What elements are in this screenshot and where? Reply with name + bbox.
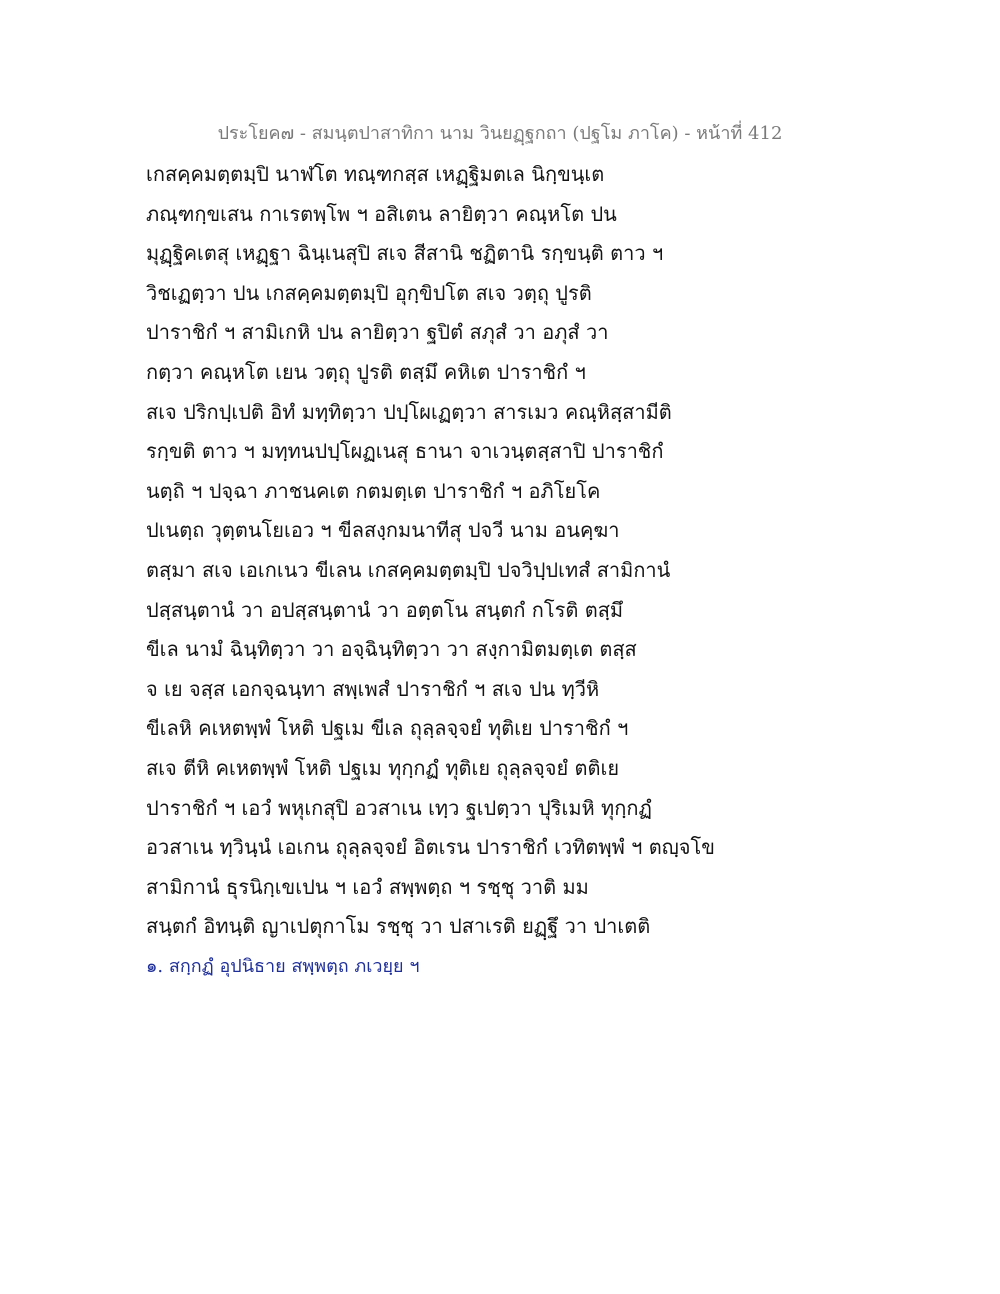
text-line: วิชเฏตฺวา ปน เกสคฺคมตฺตมฺปิ อุกฺขิปโต สเจ วตฺถุ ปูรติ	[146, 280, 592, 305]
text-line: จ เย จสฺส เอกจฺฉนฺทา สพฺเพสํ ปาราชิกํ ฯ สเจ ปน ทฺวีหิ	[146, 676, 600, 701]
text-line: ขีเลหิ คเหตพฺพํ โหติ ปฐเม ขีเล ถุลฺลจฺจยํ ทุติเย ปาราชิกํ ฯ	[146, 716, 629, 741]
text-line: ปเนตฺถ วุตฺตนโยเอว ฯ ขีลสงฺกมนาทีสุ ปจวี นาม อนคฺฆา	[146, 518, 620, 543]
text-line: ภณฺฑกฺขเสน กาเรตพฺโพ ฯ อสิเตน ลายิตฺวา คณฺหโต ปน	[146, 201, 617, 226]
text-line: กตฺวา คณฺหโต เยน วตฺถุ ปูรติ ตสฺมึ คหิเต ปาราชิกํ ฯ	[146, 359, 586, 384]
text-line: มุฏฺฐิคเตสุ เหฏฺฐา ฉินฺเนสุปิ สเจ สีสานิ ชฏิตานิ รกฺขนฺติ ตาว ฯ	[146, 241, 664, 266]
text-line: ปาราชิกํ ฯ สามิเกหิ ปน ลายิตฺวา ฐปิตํ สภุสํ วา อภุสํ วา	[146, 320, 609, 345]
text-line: นตฺถิ ฯ ปจฺฉา ภาชนคเต กตมตฺเต ปาราชิกํ ฯ อภิโยโค	[146, 478, 601, 503]
text-line: ปาราชิกํ ฯ เอวํ พหุเกสุปิ อวสาเน เทฺว ฐเปตฺวา ปุริเมหิ ทุกฺกฏํ	[146, 795, 652, 820]
text-line: ปสฺสนฺตานํ วา อปสฺสนฺตานํ วา อตฺตโน สนฺตกํ กโรติ ตสฺมึ	[146, 597, 624, 622]
text-line: รกฺขติ ตาว ฯ มทฺทนปปฺโผฏเนสุ ธานา จาเวนฺตสฺสาปิ ปาราชิกํ	[146, 439, 664, 464]
text-line: ขีเล นามํ ฉินฺทิตฺวา วา อจฺฉินฺทิตฺวา วา สงฺกามิตมตฺเต ตสฺส	[146, 637, 637, 662]
text-line: อวสาเน ทฺวินฺนํ เอเกน ถุลฺลจฺจยํ อิตเรน ปาราชิกํ เวทิตพฺพํ ฯ ตญฺจโข	[146, 835, 715, 860]
page-header: ประโยค๗ - สมนฺตปาสาทิกา นาม วินยฏฺฐกถา (ปฐโม ภาโค) - หน้าที่ 412	[217, 123, 783, 144]
text-line: เกสคฺคมตฺตมฺปิ นาฬโต ทณฺฑกสฺส เหฏฺฐิมตเล นิกฺขนฺเต	[146, 162, 605, 186]
text-line: สเจ ปริกปฺเปติ อิทํ มทฺทิตฺวา ปปฺโผเฏตฺวา สารเมว คณฺหิสฺสามีติ	[146, 399, 672, 424]
text-line: สเจ ตีหิ คเหตพฺพํ โหติ ปฐเม ทุกฺกฏํ ทุติเย ถุลฺลจฺจยํ ตติเย	[146, 755, 620, 780]
text-line: สามิกานํ ธุรนิกฺเขเปน ฯ เอวํ สพฺพตฺถ ฯ รชฺชุ วาติ มม	[146, 874, 589, 899]
body-text	[146, 155, 906, 947]
text-line: ตสฺมา สเจ เอเกเนว ขีเลน เกสคฺคมตฺตมฺปิ ปจวิปฺปเทสํ สามิกานํ	[146, 557, 671, 582]
text-line: สนฺตกํ อิทนฺติ ญาเปตุกาโม รชฺชุ วา ปสาเรติ ยฏฺฐึ วา ปาเตติ	[146, 914, 651, 939]
footnote: ๑. สกฺกฏํ อุปนิธาย สพฺพตฺถ ภเวยฺย ฯ	[146, 956, 420, 977]
